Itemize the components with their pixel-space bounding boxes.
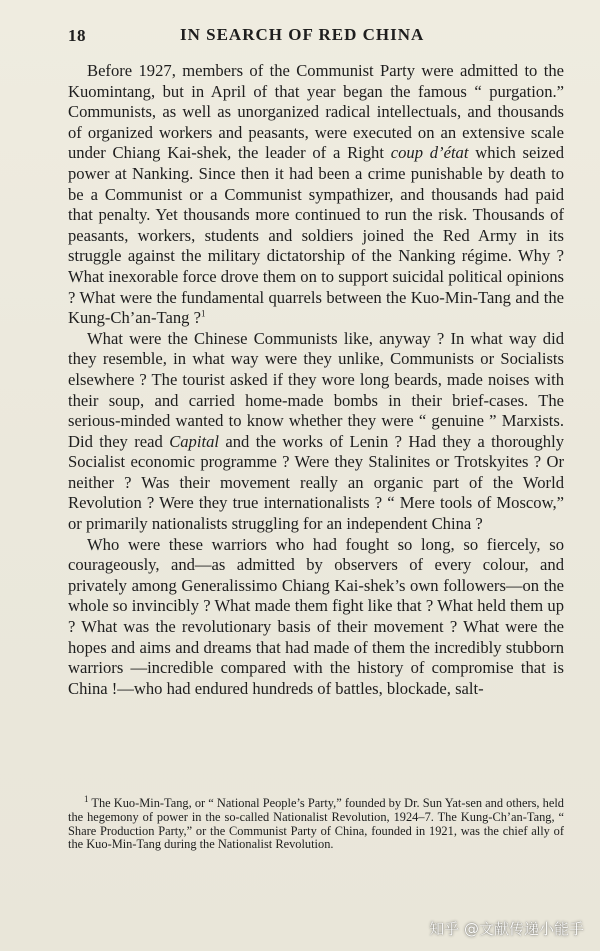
italic-phrase-capital: Capital (169, 431, 219, 451)
text-run: which seized power at Nanking. Since then it had been a crime punishable by death to be a Communist or a Communist sympathizer, and thousands had paid that penalty. Yet thousands more continued to run the risk. Thousands of peasants, workers, students and soldiers joined the Red Army in its struggle against the military dictatorship of the Nanking régime. Why ? What inexorable force drove them on to support suicidal political opinions ? What were the fundamental quarrels between the Kuo-Min-Tang and the Kung-Ch’an-Tang ? (68, 143, 565, 328)
page-number: 18 (68, 26, 86, 45)
italic-phrase-coup-detat: coup d’état (390, 143, 469, 163)
footnote-reference: 1 (200, 308, 206, 319)
running-head (68, 24, 564, 48)
footnote (68, 793, 564, 852)
paragraph (68, 535, 564, 700)
watermark: 知乎 @文献传递小能手 (429, 920, 584, 938)
footnote-text: The Kuo-Min-Tang, or “ National People’s Party,” founded by Dr. Sun Yat-sen and others, held the hegemony of power in the so-called Nationalist Revolution, 1924–7. The Kung-Ch’an-Tang, “ Share Production Party,” or the Communist Party of China, founded in 1921, was the chief ally of the Kuo-Min-Tang during the Nationalist Revolution. (68, 796, 564, 852)
text-run: What were the Chinese Communists like, anyway ? In what way did they resemble, in what way were they unlike, Communists or Socialists elsewhere ? The tourist asked if they wore long beards, made noises with their soup, and carried home-made bombs in their brief-cases. The serious-minded wanted to know whether they were “ genuine ” Marxists. Did they read (68, 328, 564, 451)
text-run: Before 1927, members of the Communist Party were admitted to the Kuomintang, but in April of that year began the famous “ purgation.” Communists, as well as unorganized radical intellectuals, and thousands of organized workers and peasants, were executed on an extensive scale under Chiang Kai-shek, the leader of a Right (68, 61, 564, 163)
body-text (68, 61, 564, 699)
text-run: Who were these warriors who had fought so long, so fiercely, so courageously, and—as admitted by observers of every colour, and privately among Generalissimo Chiang Kai-shek’s own followers—on the whole so invincibly ? What made them fight like that ? What held them up ? What was the revolutionary basis of their movement ? What were the hopes and aims and dreams that had made of them the incredibly stubborn warriors —incredible compared with the history of compromise that is China !—who had endured hundreds of battles, blockade, salt- (68, 534, 564, 698)
footnote-marker: 1 (84, 793, 89, 804)
paragraph (68, 329, 564, 535)
paragraph (68, 61, 564, 329)
running-title: IN SEARCH OF RED CHINA (180, 25, 425, 44)
text-run: and the works of Lenin ? Had they a thoroughly Socialist economic programme ? Were they Stalinites or Trotskyites ? Or neither ? Was their movement really an organic part of the World Revolution ? Were they true internationalists ? “ Mere tools of Moscow,” or primarily nationalists struggling for an independent China ? (68, 431, 564, 534)
